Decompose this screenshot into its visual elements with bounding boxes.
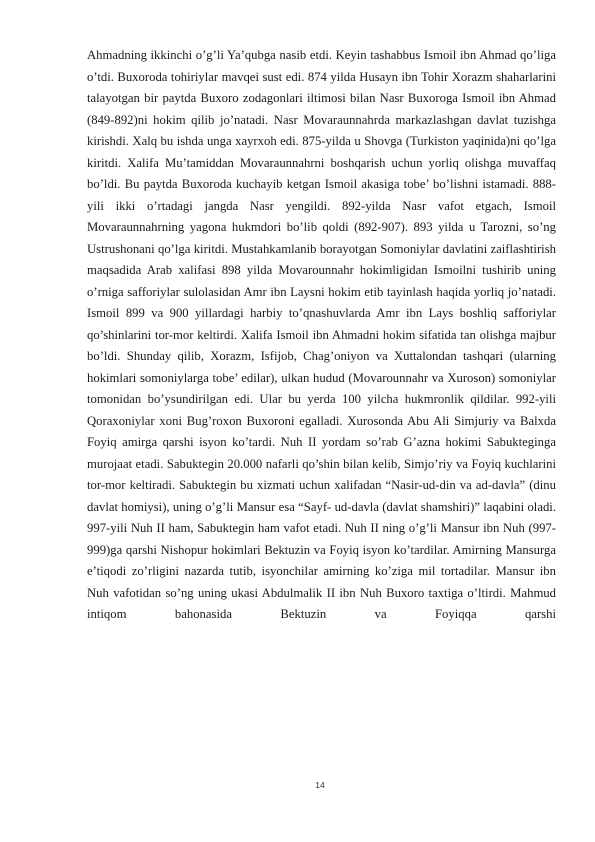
page-number: 14 — [315, 780, 325, 790]
body-paragraph: Ahmadning ikkinchi o’g’li Ya’qubga nasib etdi. Keyin tashabbus Ismoil ibn Ahmad qo’liga o’tdi. Buxoroda tohiriylar mavqei sust edi. 874 yilda Husayn ibn Tohir Xorazm shaharlarini talayotgan bir paytda Buxoro zodagonlari iltimosi bilan Nasr Buxoroga Ismoil ibn Ahmad (849-892)ni hokim qilib jo’natadi. Nasr Movaraunnahrda markazlashgan davlat tuzishga kirishdi. Xalq bu ishda unga xayrxoh edi. 875-yilda u Shovga (Turkiston yaqinida)ni qo’lga kiritdi. Xalifa Mu’tamiddan Movaraunnahrni boshqarish uchun yorliq olishga muvaffaq bo’ldi. Bu paytda Buxoroda kuchayib ketgan Ismoil akasiga tobe’ bo’lishni istamadi. 888-yili ikki o’rtadagi jangda Nasr yengildi. 892-yilda Nasr vafot etgach, Ismoil Movaraunnahrning yagona hukmdori bo’lib qoldi (892-907). 893 yilda u Tarozni, so’ng Ustrushonani qo’lga kiritdi. Mustahkamlanib borayotgan Somoniylar davlatini zaiflashtirish maqsadida Arab xalifasi 898 yilda Movarounnahr hokimligidan Ismoilni tushirib uning o’rniga safforiylar sulolasidan Amr ibn Laysni hokim etib tayinlash haqida yorliq jo’natadi. Ismoil 899 va 900 yillardagi harbiy to’qnashuvlarda Amr ibn Lays boshliq safforiylar qo’shinlarini tor-mor keltirdi. Xalifa Ismoil ibn Ahmadni hokim sifatida tan olishga majbur bo’ldi. Shunday qilib, Xorazm, Isfijob, Chag’oniyon va Xuttalondan tashqari (ularning hokimlari somoniylarga tobe’ edilar), ulkan hudud (Movarounnahr va Xuroson) somoniylar tomonidan bo’ysundirilgan edi. Ular bu yerda 100 yilcha hukmronlik qildilar. 992-yili Qoraxoniylar xoni Bug’roxon Buxoroni egalladi. Xurosonda Abu Ali Simjuriy va Balxda Foyiq amirga qarshi isyon ko’tardi. Nuh II yordam so’rab G’azna hokimi Sabukteginga murojaat etadi. Sabuktegin 20.000 nafarli qo’shin bilan kelib, Simjo’riy va Foyiq kuchlarini tor-mor keltiradi. Sabuktegin bu xizmati uchun xalifadan “Nasir-ud-din va ad-davla” (dinu davlat homiysi), uning o’g’li Mansur esa “Sayf- ud-davla (davlat shamshiri)” laqabini oladi. 997-yili Nuh II ham, Sabuktegin ham vafot etadi. Nuh II ning o’g’li Mansur ibn Nuh (997-999)ga qarshi Nishopur hokimlari Bektuzin va Foyiq isyon ko’tardilar. Amirning Mansurga e’tiqodi zo’rligini nazarda tutib, isyonchilar amirning ko’ziga mil tortadilar. Mansur ibn Nuh vafotidan so’ng uning ukasi Abdulmalik II ibn Nuh Buxoro taxtiga o’ltirdi. Mahmud intiqom bahonasida Bektuzin va Foyiqqa qarshi — [87, 48, 556, 621]
